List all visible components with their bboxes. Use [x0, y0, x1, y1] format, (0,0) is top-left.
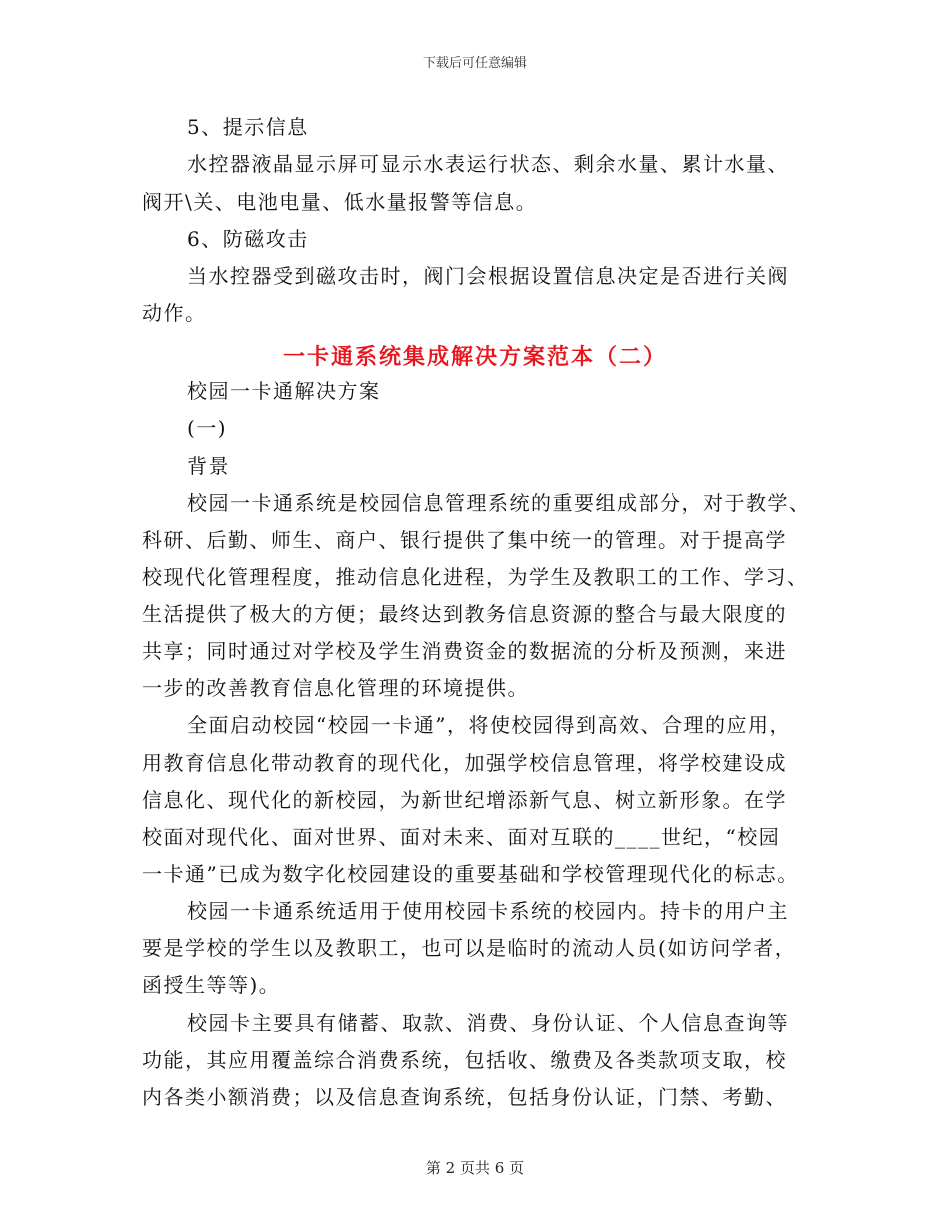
subtitle: 校园一卡通解决方案 — [187, 379, 381, 403]
paragraph-line: 动作。 — [142, 301, 207, 325]
paragraph-line: 阀开\关、电池电量、低水量报警等信息。 — [142, 190, 538, 214]
paragraph-line: 校面对现代化、面对世界、面对未来、面对互联的____世纪，“校园 — [142, 825, 781, 849]
paragraph-line: 共享；同时通过对学校及学生消费资金的数据流的分析及预测，来进 — [142, 639, 787, 663]
paragraph-line: 校园一卡通系统是校园信息管理系统的重要组成部分，对于教学、 — [187, 491, 811, 515]
paragraph-line: 校园一卡通系统适用于使用校园卡系统的校园内。持卡的用户主 — [187, 899, 789, 923]
paragraph-line: 要是学校的学生以及教职工，也可以是临时的流动人员(如访问学者， — [142, 936, 797, 960]
paragraph-line: 一卡通”已成为数字化校园建设的重要基础和学校管理现代化的标志。 — [142, 862, 799, 886]
paragraph-line: 校现代化管理程度，推动信息化进程，为学生及教职工的工作、学习、 — [142, 565, 809, 589]
paragraph-line: 功能，其应用覆盖综合消费系统，包括收、缴费及各类款项支取，校 — [142, 1048, 787, 1072]
paragraph-line: 用教育信息化带动教育的现代化，加强学校信息管理，将学校建设成 — [142, 751, 787, 775]
paragraph-line: 校园卡主要具有储蓄、取款、消费、身份认证、个人信息查询等 — [187, 1011, 789, 1035]
paragraph-line: 内各类小额消费；以及信息查询系统，包括身份认证，门禁、考勤、 — [142, 1085, 787, 1109]
paragraph-line: 函授生等等)。 — [142, 973, 281, 997]
paragraph-line: 科研、后勤、师生、商户、银行提供了集中统一的管理。对于提高学 — [142, 528, 787, 552]
paragraph-line: 生活提供了极大的方便；最终达到教务信息资源的整合与最大限度的 — [142, 602, 787, 626]
section-heading-background: 背景 — [187, 454, 230, 478]
paragraph-line: 信息化、现代化的新校园，为新世纪增添新气息、树立新形象。在学 — [142, 788, 787, 812]
paragraph-line: 当水控器受到磁攻击时，阀门会根据设置信息决定是否进行关阀 — [187, 264, 789, 288]
page-header: 下载后可任意编辑 — [422, 56, 527, 71]
section-heading-5: 5、提示信息 — [187, 115, 309, 139]
paragraph-line: 水控器液晶显示屏可显示水表运行状态、剩余水量、累计水量、 — [187, 152, 789, 176]
section-number: (一) — [187, 416, 228, 440]
document-title: 一卡通系统集成解决方案范本（二） — [282, 345, 667, 370]
page-footer: 第 2 页共 6 页 — [425, 1159, 525, 1177]
section-heading-6: 6、防磁攻击 — [187, 227, 309, 251]
paragraph-line: 全面启动校园“校园一卡通”，将使校园得到高效、合理的应用， — [187, 713, 791, 737]
paragraph-line: 一步的改善教育信息化管理的环境提供。 — [142, 676, 529, 700]
